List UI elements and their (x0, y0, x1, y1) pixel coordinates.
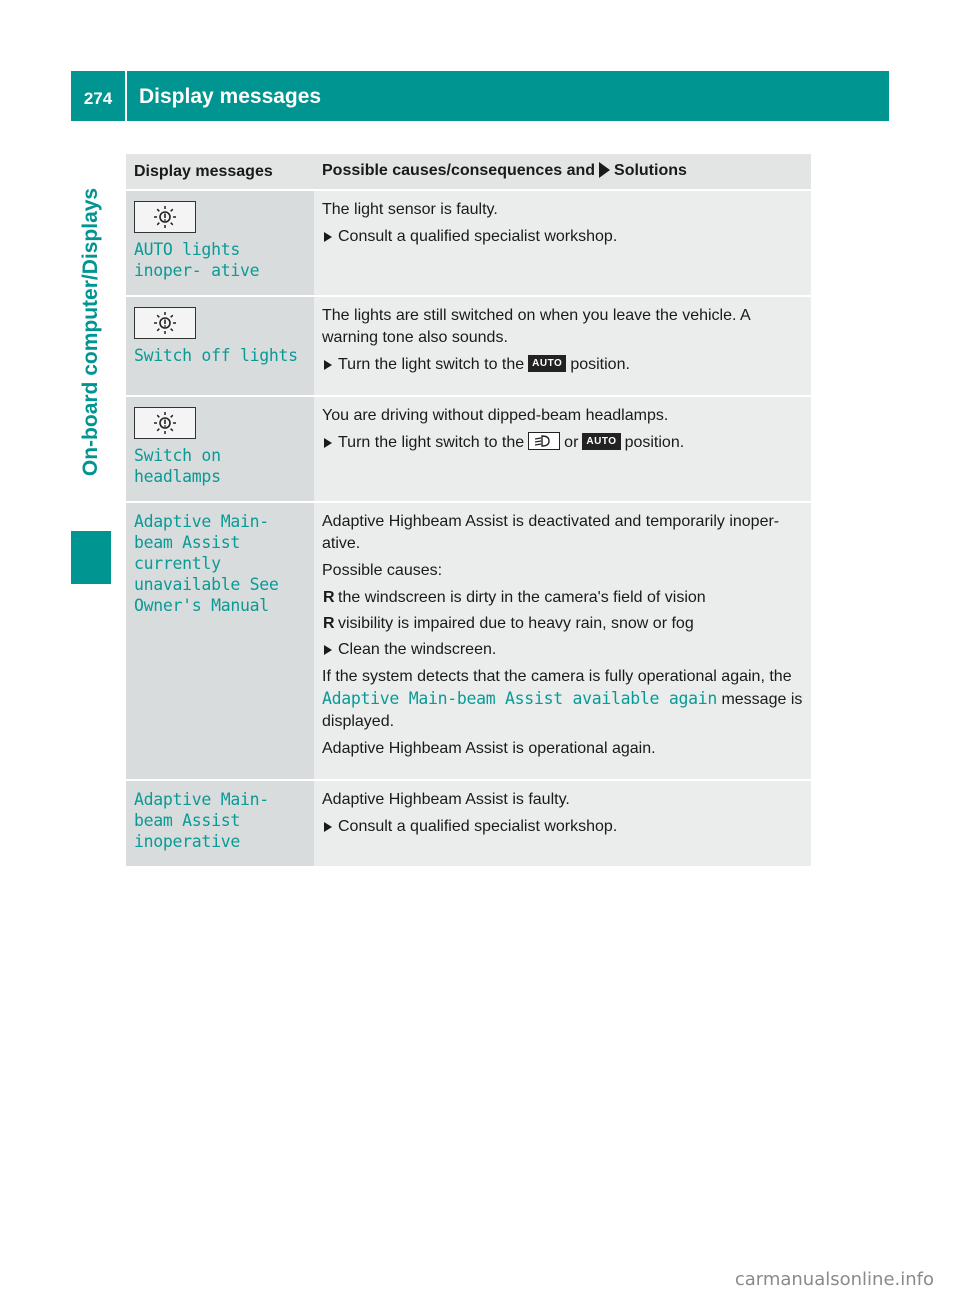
page-title: Display messages (139, 85, 322, 108)
display-message-text: Adaptive Main-beam Assist inoperative (134, 790, 269, 851)
page-number: 274 (71, 71, 127, 121)
message-cell (126, 190, 314, 296)
cause-text: Adaptive Highbeam Assist is deactivated and temporarily inoper- ative. (322, 513, 780, 552)
table-row (126, 780, 811, 867)
solution-step (322, 226, 803, 248)
step-text: Consult a qualified specialist workshop. (338, 818, 618, 835)
bullet-r-icon: R (323, 589, 335, 606)
solution-cell (314, 296, 811, 396)
step-text: Clean the windscreen. (338, 641, 497, 658)
bullet-r-icon: R (323, 615, 335, 632)
message-cell (126, 780, 314, 867)
light-sensor-icon (134, 307, 196, 339)
step-text: Consult a qualified specialist workshop. (338, 228, 618, 245)
solution-step (322, 432, 803, 454)
causes-heading: Possible causes: (322, 562, 443, 579)
col-header-causes-pre: Possible causes/consequences and (322, 162, 596, 180)
table-row (126, 296, 811, 396)
step-text-post: position. (570, 356, 630, 373)
col-header-messages: Display messages (126, 154, 314, 190)
light-sensor-icon (134, 407, 196, 439)
solution-step (322, 639, 803, 661)
solution-cell (314, 780, 811, 867)
table-header-row (126, 154, 811, 190)
display-message-text: Switch off lights (134, 346, 298, 365)
solution-arrow-icon (599, 162, 610, 178)
col-header-causes (314, 154, 811, 190)
step-arrow-icon (324, 232, 332, 242)
display-message-text: Switch on headlamps (134, 446, 221, 486)
light-sensor-icon (134, 201, 196, 233)
table-row (126, 396, 811, 502)
display-message-text: Adaptive Main-beam Assist currently unavailable See Owner's Manual (134, 512, 279, 615)
auto-switch-icon: AUTO (582, 433, 620, 450)
section-side-tab-label: On-board computer/Displays (79, 187, 102, 477)
cause-bullet (322, 613, 803, 635)
solution-step (322, 354, 803, 376)
solution-step (322, 816, 803, 838)
recovery-message-text: Adaptive Main-beam Assist available again (322, 689, 717, 708)
step-text-or: or (564, 434, 579, 451)
cause-text: The light sensor is faulty. (322, 201, 498, 218)
step-text-post: position. (624, 434, 685, 451)
message-cell (126, 296, 314, 396)
bullet-text: the windscreen is dirty in the camera's field of vision (338, 589, 706, 606)
section-side-tab (71, 132, 111, 532)
cause-text: The lights are still switched on when you leave the vehicle. A warning tone also sounds. (322, 307, 750, 346)
page-header (71, 71, 889, 121)
step-text-pre: Turn the light switch to the (338, 356, 525, 373)
step-arrow-icon (324, 438, 332, 448)
recovery-text-pre: If the system detects that the camera is fully operational again, the (322, 668, 792, 685)
step-arrow-icon (324, 360, 332, 370)
recovery-text (322, 666, 803, 733)
display-message-text: AUTO lights inoper‐ ative (134, 240, 260, 280)
solution-cell (314, 502, 811, 780)
cause-text: Adaptive Highbeam Assist is faulty. (322, 791, 570, 808)
recovery-text-post: message is displayed. (322, 691, 803, 730)
message-cell (126, 396, 314, 502)
watermark: carmanualsonline.info (734, 1269, 934, 1290)
table-row (126, 502, 811, 780)
col-header-causes-post: Solutions (614, 162, 687, 180)
step-arrow-icon (324, 645, 332, 655)
operational-text: Adaptive Highbeam Assist is operational again. (322, 740, 656, 757)
step-text-pre: Turn the light switch to the (338, 434, 525, 451)
display-messages-table (126, 154, 811, 868)
solution-cell (314, 190, 811, 296)
solution-cell (314, 396, 811, 502)
message-cell (126, 502, 314, 780)
dipped-beam-switch-icon (528, 432, 560, 450)
cause-text: You are driving without dipped-beam headlamps. (322, 407, 669, 424)
bullet-text: visibility is impaired due to heavy rain, snow or fog (338, 615, 694, 632)
side-tab-marker (71, 531, 111, 584)
cause-bullet (322, 587, 803, 609)
step-arrow-icon (324, 822, 332, 832)
table-row (126, 190, 811, 296)
auto-switch-icon: AUTO (528, 355, 566, 372)
